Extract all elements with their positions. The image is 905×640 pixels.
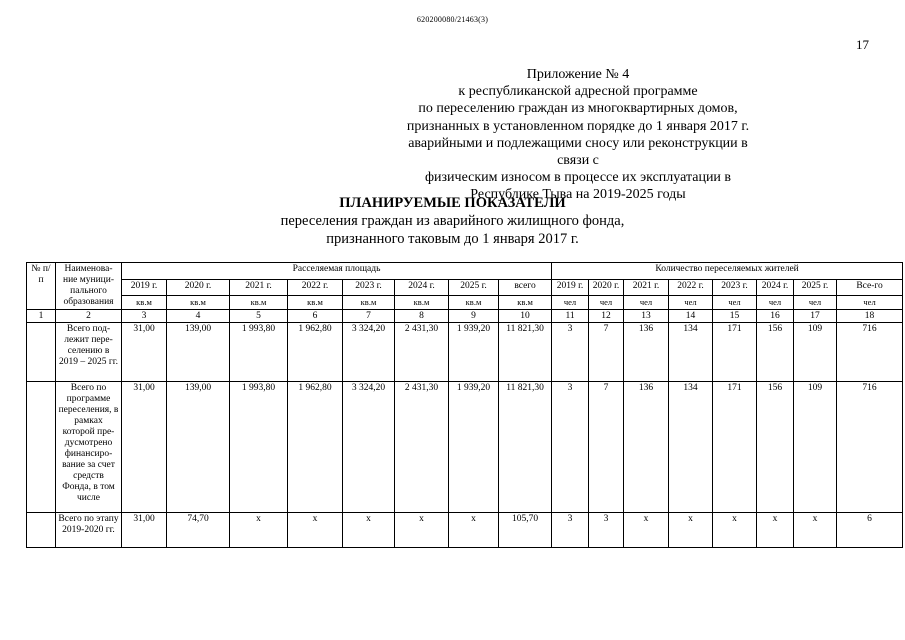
- header-people-year: 2025 г.: [794, 279, 837, 296]
- column-number: 15: [713, 310, 757, 323]
- area-cell: 1 939,20: [449, 323, 499, 382]
- unit-cell: чел: [837, 296, 903, 310]
- people-cell: 171: [713, 323, 757, 382]
- unit-cell: кв.м: [395, 296, 449, 310]
- title-subtitle-2: признанного таковым до 1 января 2017 г.: [326, 231, 579, 247]
- column-number: 2: [56, 310, 122, 323]
- indicators-table: [26, 262, 903, 548]
- area-cell: 31,00: [122, 323, 167, 382]
- people-cell: 136: [624, 323, 669, 382]
- area-cell: х: [230, 513, 288, 548]
- people-cell: х: [624, 513, 669, 548]
- appendix-line: аварийными и подлежащими сносу или реконструкции в связи с: [408, 135, 748, 169]
- area-total-cell: 105,70: [499, 513, 552, 548]
- people-cell: 156: [757, 323, 794, 382]
- row-label: Всего по этапу 2019-2020 гг.: [56, 513, 122, 548]
- area-cell: 3 324,20: [343, 323, 395, 382]
- people-cell: 156: [757, 382, 794, 513]
- area-total-cell: 11 821,30: [499, 323, 552, 382]
- area-cell: 31,00: [122, 382, 167, 513]
- unit-cell: кв.м: [288, 296, 343, 310]
- header-area-year: 2019 г.: [122, 279, 167, 296]
- area-cell: 139,00: [167, 323, 230, 382]
- header-area-year: 2021 г.: [230, 279, 288, 296]
- title-main: ПЛАНИРУЕМЫЕ ПОКАЗАТЕЛИ: [339, 195, 566, 211]
- unit-cell: кв.м: [122, 296, 167, 310]
- people-cell: х: [757, 513, 794, 548]
- header-people-year: 2020 г.: [589, 279, 624, 296]
- column-number: 11: [552, 310, 589, 323]
- area-cell: х: [288, 513, 343, 548]
- page-number: 17: [856, 37, 869, 52]
- column-number: 12: [589, 310, 624, 323]
- people-cell: 7: [589, 382, 624, 513]
- header-row-groups: [27, 263, 903, 280]
- people-cell: х: [794, 513, 837, 548]
- header-people-year: 2022 г.: [669, 279, 713, 296]
- people-total-cell: 6: [837, 513, 903, 548]
- people-cell: 3: [552, 382, 589, 513]
- header-people-total: Все-го: [837, 279, 903, 296]
- title-subtitle-1: переселения граждан из аварийного жилищного фонда,: [280, 213, 625, 229]
- area-cell: 1 962,80: [288, 323, 343, 382]
- column-number-row: [27, 310, 903, 323]
- area-cell: 1 993,80: [230, 382, 288, 513]
- people-cell: х: [669, 513, 713, 548]
- row-label: Всего под-лежит пере-селению в 2019 – 2025 гг.: [56, 323, 122, 382]
- area-cell: 3 324,20: [343, 382, 395, 513]
- area-cell: 2 431,30: [395, 382, 449, 513]
- people-total-cell: 716: [837, 382, 903, 513]
- header-area-year: 2025 г.: [449, 279, 499, 296]
- column-number: 3: [122, 310, 167, 323]
- row-no-cell: [27, 513, 56, 548]
- area-cell: х: [343, 513, 395, 548]
- header-area-year: 2022 г.: [288, 279, 343, 296]
- people-cell: 134: [669, 382, 713, 513]
- table-row: [27, 513, 903, 548]
- unit-cell: чел: [552, 296, 589, 310]
- column-number: 17: [794, 310, 837, 323]
- appendix-block: [400, 66, 756, 204]
- unit-cell: чел: [757, 296, 794, 310]
- row-label: Всего по программе переселения, в рамках которой пре-дусмотрено финансиро-вание за счет средств Фонда, в том числе: [56, 382, 122, 513]
- area-cell: х: [449, 513, 499, 548]
- people-cell: 136: [624, 382, 669, 513]
- area-cell: 31,00: [122, 513, 167, 548]
- unit-cell: кв.м: [230, 296, 288, 310]
- area-cell: 74,70: [167, 513, 230, 548]
- column-number: 16: [757, 310, 794, 323]
- header-people-group: Количество переселяемых жителей: [552, 263, 903, 280]
- header-row-years: [27, 279, 903, 296]
- column-number: 6: [288, 310, 343, 323]
- column-number: 4: [167, 310, 230, 323]
- area-cell: х: [395, 513, 449, 548]
- header-name: Наименова-ние муници-пального образования: [56, 263, 122, 310]
- header-row-units: [27, 296, 903, 310]
- appendix-line: по переселению граждан из многоквартирных домов,: [418, 101, 738, 117]
- table-row: [27, 323, 903, 382]
- header-area-group: Расселяемая площадь: [122, 263, 552, 280]
- row-no-cell: [27, 382, 56, 513]
- unit-cell: кв.м: [449, 296, 499, 310]
- header-people-year: 2024 г.: [757, 279, 794, 296]
- header-people-year: 2019 г.: [552, 279, 589, 296]
- table-row: [27, 382, 903, 513]
- area-total-cell: 11 821,30: [499, 382, 552, 513]
- unit-cell: кв.м: [343, 296, 395, 310]
- column-number: 7: [343, 310, 395, 323]
- appendix-line: Республике Тыва на 2019-2025 годы: [470, 187, 686, 203]
- people-cell: 3: [589, 513, 624, 548]
- column-number: 13: [624, 310, 669, 323]
- people-cell: 3: [552, 513, 589, 548]
- people-cell: 109: [794, 382, 837, 513]
- area-cell: 1 939,20: [449, 382, 499, 513]
- unit-cell: кв.м: [499, 296, 552, 310]
- column-number: 18: [837, 310, 903, 323]
- header-people-year: 2023 г.: [713, 279, 757, 296]
- unit-cell: чел: [794, 296, 837, 310]
- column-number: 8: [395, 310, 449, 323]
- area-cell: 2 431,30: [395, 323, 449, 382]
- document-title: [0, 194, 905, 248]
- column-number: 1: [27, 310, 56, 323]
- column-number: 9: [449, 310, 499, 323]
- header-area-year: 2023 г.: [343, 279, 395, 296]
- document-id: 620200080/21463(3): [416, 15, 489, 24]
- unit-cell: кв.м: [167, 296, 230, 310]
- unit-cell: чел: [589, 296, 624, 310]
- people-cell: 109: [794, 323, 837, 382]
- area-cell: 139,00: [167, 382, 230, 513]
- header-area-year: 2020 г.: [167, 279, 230, 296]
- people-cell: 3: [552, 323, 589, 382]
- people-cell: 7: [589, 323, 624, 382]
- people-total-cell: 716: [837, 323, 903, 382]
- people-cell: х: [713, 513, 757, 548]
- area-cell: 1 962,80: [288, 382, 343, 513]
- column-number: 10: [499, 310, 552, 323]
- appendix-line: физическим износом в процессе их эксплуатации в: [424, 170, 732, 186]
- unit-cell: чел: [624, 296, 669, 310]
- area-cell: 1 993,80: [230, 323, 288, 382]
- appendix-line: признанных в установленном порядке до 1 января 2017 г.: [406, 118, 750, 134]
- appendix-line: Приложение № 4: [526, 67, 630, 82]
- column-number: 5: [230, 310, 288, 323]
- unit-cell: чел: [669, 296, 713, 310]
- header-area-total: всего: [499, 279, 552, 296]
- column-number: 14: [669, 310, 713, 323]
- header-area-year: 2024 г.: [395, 279, 449, 296]
- people-cell: 134: [669, 323, 713, 382]
- header-people-year: 2021 г.: [624, 279, 669, 296]
- unit-cell: чел: [713, 296, 757, 310]
- header-no: № п/п: [27, 263, 56, 310]
- appendix-line: к республиканской адресной программе: [458, 84, 698, 100]
- people-cell: 171: [713, 382, 757, 513]
- row-no-cell: [27, 323, 56, 382]
